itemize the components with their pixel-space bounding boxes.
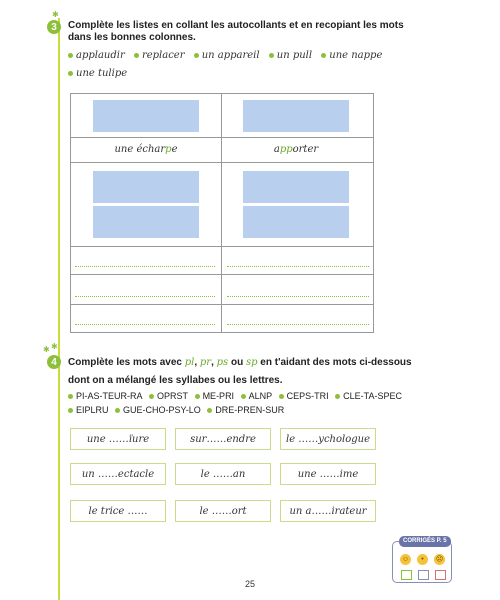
bullet-icon bbox=[68, 71, 73, 76]
answer-box[interactable]: un a……irateur bbox=[280, 500, 376, 522]
row-divider bbox=[71, 137, 373, 138]
row-divider bbox=[71, 162, 373, 163]
bullet-icon bbox=[269, 53, 274, 58]
instruction-text: en t'aidant des mots ci-dessous bbox=[260, 357, 412, 368]
margin-line-bottom bbox=[58, 546, 60, 600]
row-divider bbox=[71, 246, 373, 247]
exercise-4-badge: 4 bbox=[47, 355, 61, 369]
word-highlight: pp bbox=[279, 144, 293, 155]
instruction-text: Complète les mots avec bbox=[68, 357, 182, 368]
answer-box[interactable]: le ……ychologue bbox=[280, 428, 376, 450]
exercise-3-instruction-2: dans les bonnes colonnes. bbox=[68, 32, 196, 43]
answer-box[interactable]: le ……ort bbox=[175, 500, 271, 522]
word-item: applaudir bbox=[76, 50, 125, 61]
exercise-3-instruction-1: Complète les listes en collant les autocollants et en recopiant les mots bbox=[68, 20, 404, 31]
word-part: une échar bbox=[114, 144, 166, 155]
word-item: un appareil bbox=[201, 50, 260, 61]
writing-line[interactable] bbox=[75, 296, 215, 297]
word-table bbox=[70, 93, 374, 333]
row-divider bbox=[71, 274, 373, 275]
bullet-icon bbox=[68, 53, 73, 58]
bullet-icon bbox=[68, 408, 73, 413]
word-part: e bbox=[171, 144, 178, 155]
option-pr: pr bbox=[199, 357, 212, 368]
column-divider bbox=[221, 94, 222, 332]
word-list-line-1 bbox=[68, 50, 388, 61]
syllable-item: CLE-TA-SPEC bbox=[343, 391, 402, 401]
bullet-icon bbox=[68, 394, 73, 399]
bullet-icon bbox=[207, 408, 212, 413]
option-ps: ps bbox=[216, 357, 229, 368]
bullet-icon bbox=[279, 394, 284, 399]
margin-line bbox=[58, 18, 60, 546]
option-sp: sp bbox=[245, 357, 258, 368]
writing-line[interactable] bbox=[75, 324, 215, 325]
model-word-right bbox=[221, 144, 371, 155]
word-item: un pull bbox=[276, 50, 313, 61]
exercise-4-instruction-1: Complète les mots avec pl, pr, ps ou sp en t'aidant des mots ci-dessous bbox=[68, 357, 412, 368]
sticker-slot[interactable] bbox=[243, 171, 349, 203]
option-pl: pl bbox=[184, 357, 195, 368]
bullet-icon bbox=[149, 394, 154, 399]
writing-line[interactable] bbox=[227, 296, 369, 297]
word-list-line-2 bbox=[68, 68, 133, 79]
bullet-icon bbox=[134, 53, 139, 58]
bullet-icon bbox=[335, 394, 340, 399]
exercise-3-badge: 3 bbox=[47, 20, 61, 34]
syllable-item: OPRST bbox=[157, 391, 189, 401]
star-icon: ✱ bbox=[52, 10, 59, 19]
answer-box[interactable]: une ……ïure bbox=[70, 428, 166, 450]
sad-face-icon: ☹ bbox=[435, 556, 444, 563]
word-highlight: p bbox=[165, 144, 172, 155]
syllable-item: CEPS-TRI bbox=[286, 391, 329, 401]
page-number: 25 bbox=[244, 579, 255, 589]
word-item: une tulipe bbox=[76, 68, 128, 79]
syllable-item: ALNP bbox=[248, 391, 273, 401]
happy-face-icon: ☺ bbox=[401, 556, 410, 563]
sticker-slot[interactable] bbox=[243, 100, 349, 132]
word-item: replacer bbox=[141, 50, 185, 61]
corriges-label: CORRIGÉS P. 5 bbox=[399, 536, 451, 547]
answer-box[interactable]: sur……endre bbox=[175, 428, 271, 450]
syllables-line-2 bbox=[68, 405, 288, 415]
answer-box[interactable]: un ……ectacle bbox=[70, 463, 166, 485]
sticker-slot[interactable] bbox=[93, 206, 199, 238]
writing-line[interactable] bbox=[75, 266, 215, 267]
bullet-icon bbox=[241, 394, 246, 399]
writing-line[interactable] bbox=[227, 324, 369, 325]
syllable-item: ME-PRI bbox=[202, 391, 235, 401]
writing-line[interactable] bbox=[227, 266, 369, 267]
neutral-face-icon: • bbox=[417, 554, 428, 565]
bullet-icon bbox=[194, 53, 199, 58]
exercise-4-instruction-2: dont on a mélangé les syllabes ou les lettres. bbox=[68, 375, 283, 386]
word-part: a bbox=[273, 144, 280, 155]
syllable-item: GUE-CHO-PSY-LO bbox=[123, 405, 201, 415]
syllable-item: PI-AS-TEUR-RA bbox=[76, 391, 143, 401]
bullet-icon bbox=[115, 408, 120, 413]
sticker-slot[interactable] bbox=[243, 206, 349, 238]
star-icon: ✱ bbox=[43, 345, 50, 354]
star-icon: ✱ bbox=[51, 342, 58, 351]
word-item: une nappe bbox=[329, 50, 383, 61]
model-word-left bbox=[71, 144, 221, 155]
instruction-text: ou bbox=[230, 357, 244, 368]
answer-box[interactable]: une ……ime bbox=[280, 463, 376, 485]
word-part: orter bbox=[292, 144, 319, 155]
bullet-icon bbox=[195, 394, 200, 399]
row-divider bbox=[71, 304, 373, 305]
bullet-icon bbox=[321, 53, 326, 58]
syllable-item: DRE-PREN-SUR bbox=[215, 405, 285, 415]
syllable-item: EIPLRU bbox=[76, 405, 109, 415]
corriges-box bbox=[392, 538, 452, 583]
sticker-slot[interactable] bbox=[93, 171, 199, 203]
answer-box[interactable]: le trice …… bbox=[70, 500, 166, 522]
answer-box[interactable]: le ……an bbox=[175, 463, 271, 485]
syllables-line-1 bbox=[68, 391, 406, 401]
sticker-slot[interactable] bbox=[93, 100, 199, 132]
